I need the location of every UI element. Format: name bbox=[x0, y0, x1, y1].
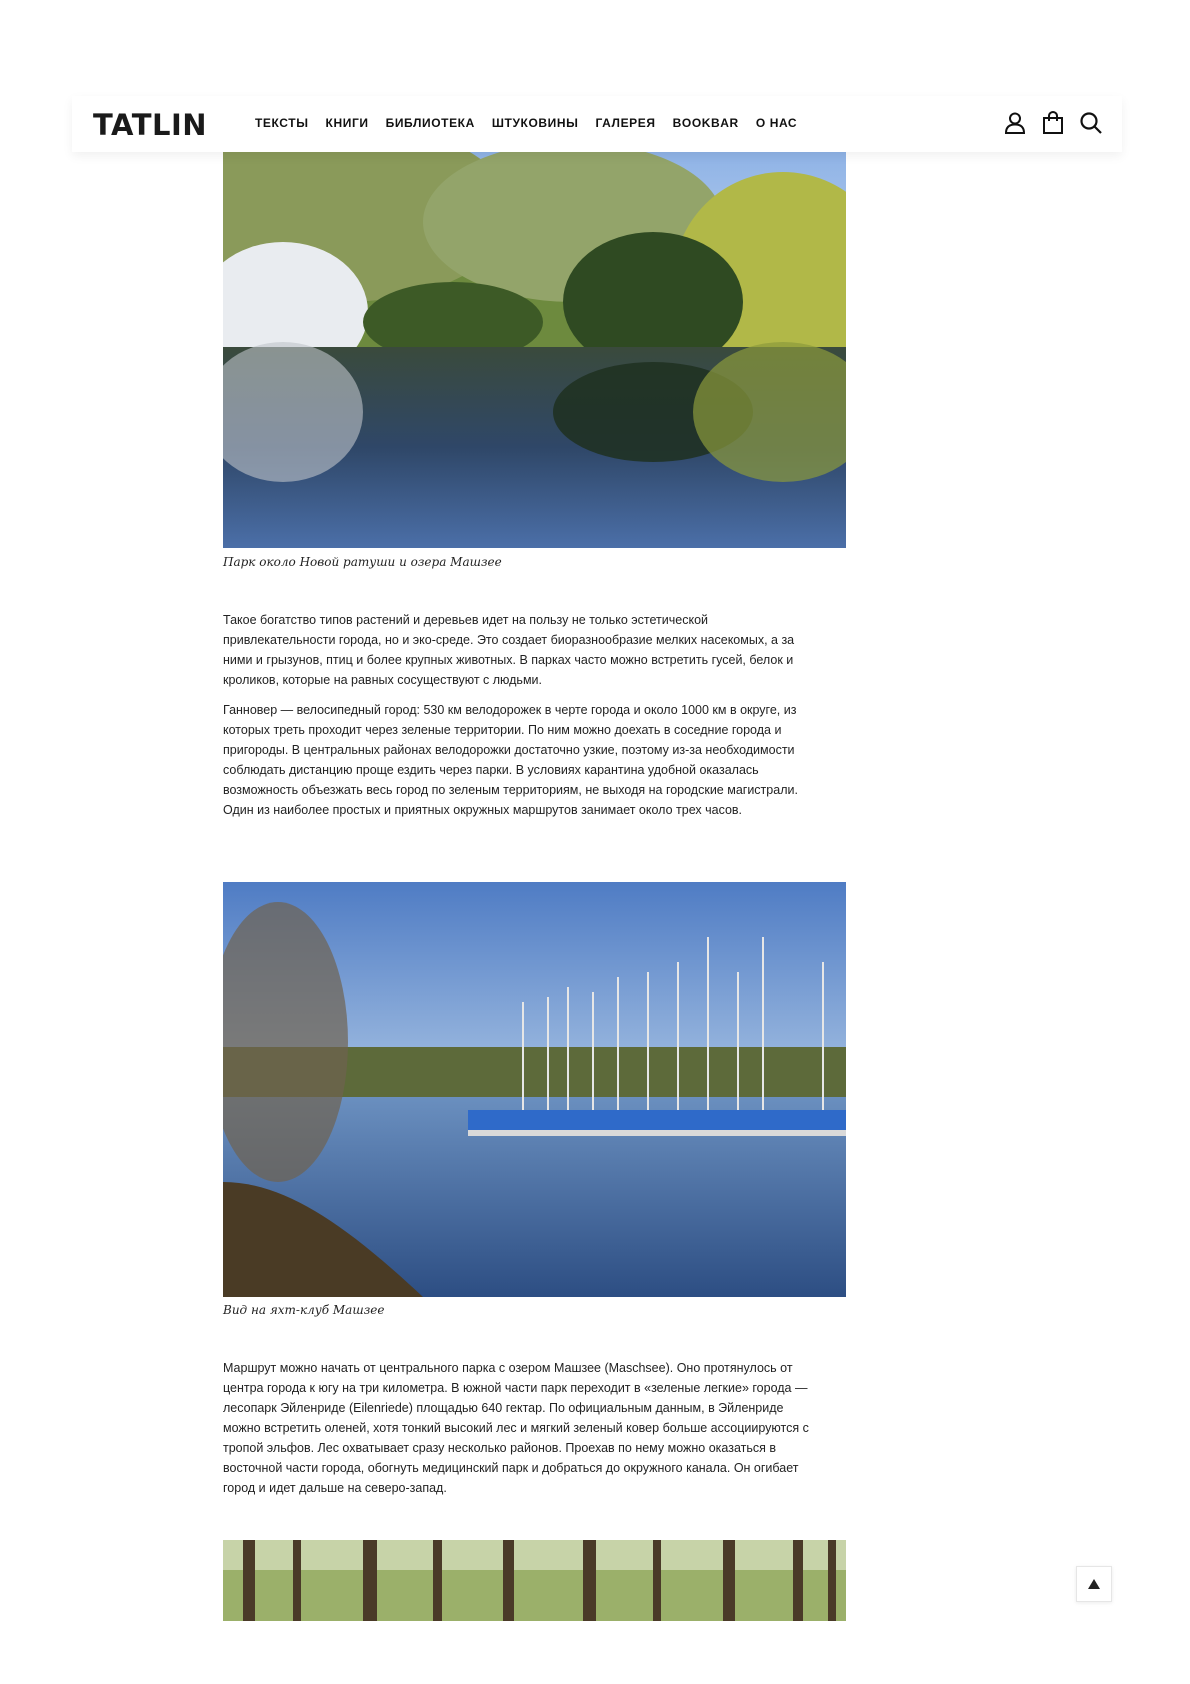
photo-caption: Вид на яхт-клуб Машзее bbox=[223, 1303, 385, 1317]
article-paragraph: Ганновер — велосипедный город: 530 км велодорожек в черте города и около 1000 км в округе, из которых треть проходит через зеленые территории. По ним можно доехать в соседние города и пригороды. В центральных районах велодорожки достаточно узкие, поэтому из-за необходимости соблюдать дистанцию проще ездить через парки. В условиях карантина удобной оказалась возможность объезжать весь город по зеленым территориям, не выходя на городские магистрали. Один из наиболее простых и приятных окружных маршрутов занимает около трех часов. bbox=[223, 703, 798, 817]
nav-item-texts[interactable]: ТЕКСТЫ bbox=[255, 116, 309, 130]
main-nav bbox=[255, 116, 814, 130]
nav-item-things[interactable]: ШТУКОВИНЫ bbox=[491, 116, 579, 130]
nav-item-bookbar[interactable]: BOOKBAR bbox=[672, 116, 739, 130]
article-paragraph: Такое богатство типов растений и деревьев идет на пользу не только эстетической привлекательности города, но и эко-среде. Это создает биоразнообразие мелких насекомых, а за ними и грызунов, птиц и более крупных животных. В парках часто можно встретить гусей, белок и кроликов, которые на равных сосуществуют с людьми. bbox=[223, 613, 795, 687]
nav-item-gallery[interactable]: ГАЛЕРЕЯ bbox=[595, 116, 656, 130]
forest-photo bbox=[223, 1540, 846, 1621]
user-icon[interactable] bbox=[1002, 110, 1030, 138]
photo-caption: Парк около Новой ратуши и озера Машзее bbox=[223, 555, 502, 569]
nav-item-about[interactable]: О НАС bbox=[755, 116, 798, 130]
nav-item-books[interactable]: КНИГИ bbox=[325, 116, 369, 130]
nav-item-library[interactable]: БИБЛИОТЕКА bbox=[385, 116, 475, 130]
site-header bbox=[72, 96, 1122, 152]
search-icon[interactable] bbox=[1078, 110, 1106, 138]
article-paragraph: Маршрут можно начать от центрального парка с озером Машзее (Maschsee). Оно протянулось от центра города к югу на три километра. В южной части парк переходит в «зеленые легкие» города — лесопарк Эйленриде (Eilenriede) площадью 640 гектар. По официальным данным, в Эйленриде можно встретить оленей, хотя тонкий высокий лес и мягкий зеленый ковер больше ассоциируются с тропой эльфов. Лес охватывает сразу несколько районов. Проехав по нему можно оказаться в восточной части города, обогнуть медицинский парк и добраться до окружного канала. Он огибает город и идет дальше на северо-запад. bbox=[223, 1361, 809, 1495]
site-logo[interactable]: TATLIN bbox=[93, 108, 208, 142]
arrow-up-icon bbox=[1087, 1578, 1101, 1590]
yacht-club-photo bbox=[223, 882, 846, 1297]
header-icons bbox=[1002, 110, 1116, 138]
shopping-bag-icon[interactable] bbox=[1040, 110, 1068, 138]
scroll-to-top-button[interactable] bbox=[1076, 1566, 1112, 1602]
park-lake-photo bbox=[223, 152, 846, 548]
